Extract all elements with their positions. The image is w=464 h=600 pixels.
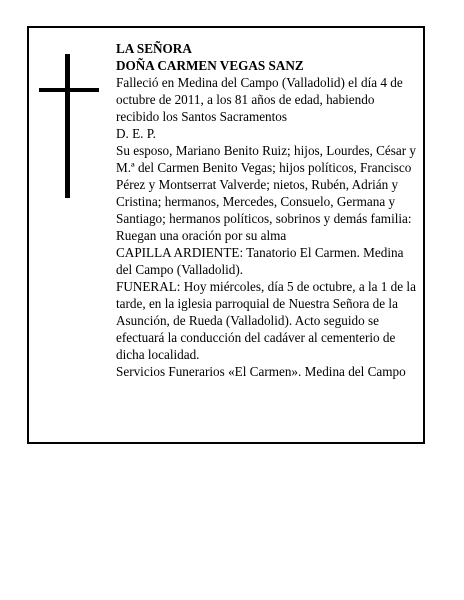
obituary-text <box>116 40 420 380</box>
cross-icon <box>39 54 101 198</box>
family-list: Su esposo, Mariano Benito Ruiz; hijos, Lourdes, César y M.ª del Carmen Benito Vegas; hijos políticos, Francisco Pérez y Montserrat Valverde; nietos, Rubén, Adrián y Cristina; hermanos, Mercedes, Consuelo, Germana y Santiago; hermanos políticos, sobrinos y demás familia: <box>116 143 416 226</box>
funeral-services: Servicios Funerarios «El Carmen». Medina del Campo <box>116 364 406 379</box>
death-statement: Falleció en Medina del Campo (Valladolid) el día 4 de octubre de 2011, a los 81 años de edad, habiendo recibido los Santos Sacramentos <box>116 75 403 124</box>
cross-vertical-bar <box>65 54 70 198</box>
prayer-request: Ruegan una oración por su alma <box>116 228 287 243</box>
obituary-notice <box>27 26 425 444</box>
rip-abbreviation: D. E. P. <box>116 126 156 141</box>
cross-horizontal-bar <box>39 88 99 92</box>
obituary-title: LA SEÑORA <box>116 41 192 56</box>
funeral-info: FUNERAL: Hoy miércoles, día 5 de octubre, a la 1 de la tarde, en la iglesia parroquial de Nuestra Señora de la Asunción, de Rueda (Valladolid). Acto seguido se efectuará la conducción del cadáver al cementerio de dicha localidad. <box>116 279 416 362</box>
deceased-name: DOÑA CARMEN VEGAS SANZ <box>116 58 304 73</box>
chapel-info: CAPILLA ARDIENTE: Tanatorio El Carmen. Medina del Campo (Valladolid). <box>116 245 404 277</box>
